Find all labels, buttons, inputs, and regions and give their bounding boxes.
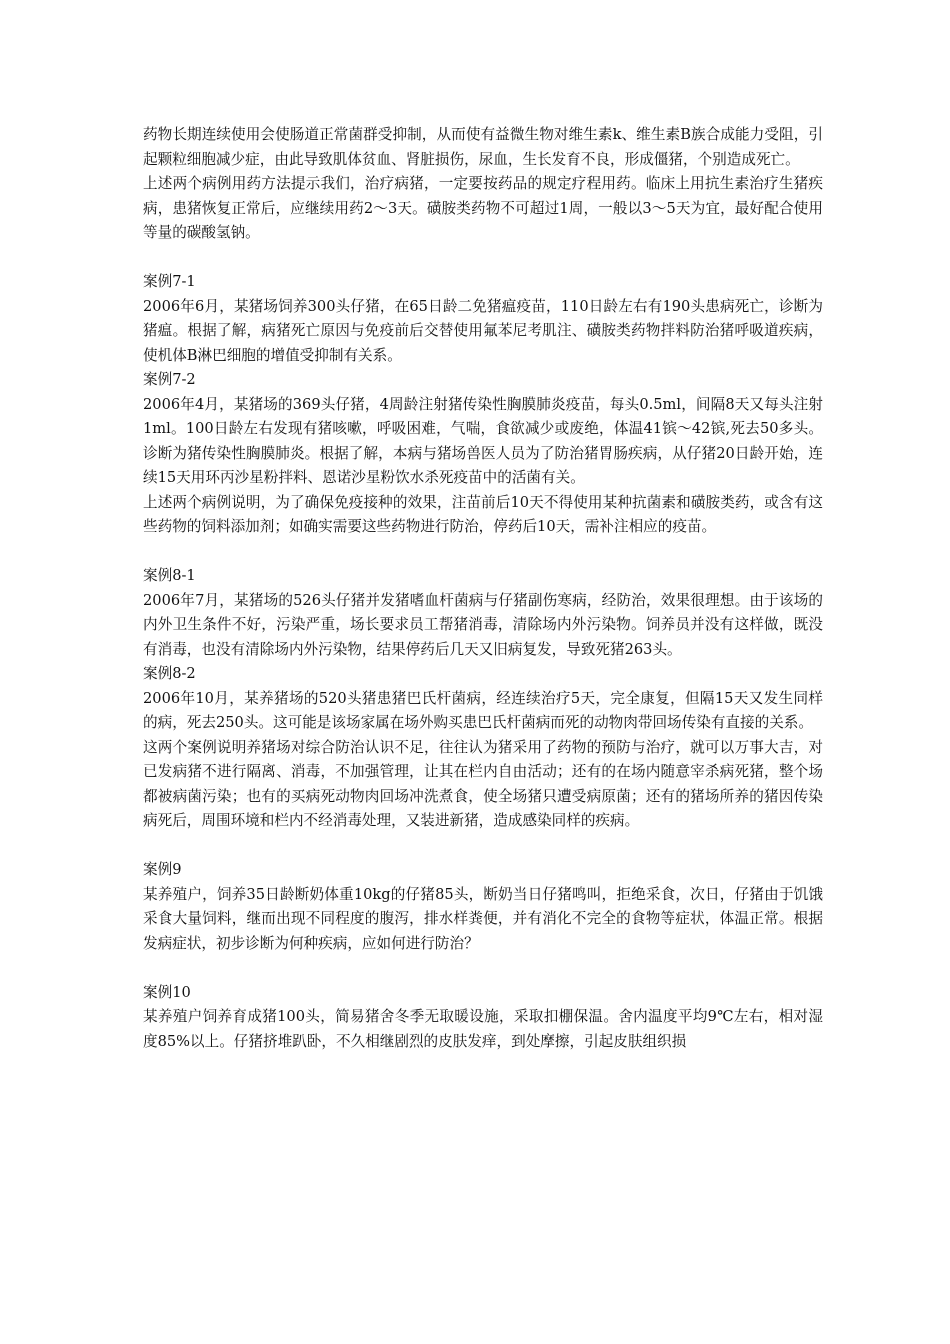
case-heading: 案例9: [143, 861, 182, 878]
case-heading: 案例7-1: [143, 273, 196, 290]
case-heading: 案例8-2: [143, 665, 196, 682]
body-paragraph: 2006年6月，某猪场饲养300头仔猪，在65日龄二免猪瘟疫苗，110日龄左右有190头患病死亡，诊断为猪瘟。根据了解，病猪死亡原因与免疫前后交替使用氟苯尼考肌注、磺胺类药物拌料防治猪呼吸道疾病，使机体B淋巴细胞的增值受抑制有关系。: [143, 297, 823, 364]
case-heading: 案例7-2: [143, 371, 196, 388]
case-heading: 案例8-1: [143, 567, 196, 584]
body-paragraph: 某养殖户，饲养35日龄断奶体重10kg的仔猪85头，断奶当日仔猪鸣叫，拒绝采食，次日，仔猪由于饥饿采食大量饲料，继而出现不同程度的腹泻，排水样粪便，并有消化不完全的食物等症状，体温正常。根据发病症状，初步诊断为何种疾病，应如何进行防治？: [143, 885, 823, 952]
body-paragraph: 2006年10月，某养猪场的520头猪患猪巴氏杆菌病，经连续治疗5天，完全康复，但隔15天又发生同样的病，死去250头。这可能是该场家属在场外购买患巴氏杆菌病而死的动物肉带回场传染有直接的关系。: [143, 689, 823, 731]
body-paragraph: 上述两个病例说明，为了确保免疫接种的效果，注苗前后10天不得使用某种抗菌素和磺胺类药，或含有这些药物的饲料添加剂；如确实需要这些药物进行防治，停药后10天，需补注相应的疫苗。: [143, 493, 823, 535]
paragraph-gap: [143, 540, 823, 565]
case-heading: 案例10: [143, 983, 191, 1001]
document-page: [143, 123, 823, 1054]
paragraph-gap: [143, 834, 823, 859]
body-paragraph: 药物长期连续使用会使肠道正常菌群受抑制，从而使有益微生物对维生素k、维生素B族合成能力受阻，引起颗粒细胞减少症，由此导致肌体贫血、肾脏损伤，尿血，生长发育不良，形成僵猪，个别造成死亡。: [143, 126, 823, 168]
body-paragraph: 这两个案例说明养猪场对综合防治认识不足，往往认为猪采用了药物的预防与治疗，就可以万事大吉，对已发病猪不进行隔离、消毒，不加强管理，让其在栏内自由活动；还有的在场内随意宰杀病死猪，整个场都被病菌污染；也有的买病死动物肉回场冲洗煮食，使全场猪只遭受病原菌；还有的猪场所养的猪因传染病死后，周围环境和栏内不经消毒处理，又装进新猪，造成感染同样的疾病。: [143, 738, 823, 829]
body-paragraph: 2006年4月，某猪场的369头仔猪，4周龄注射猪传染性胸膜肺炎疫苗，每头0.5ml，间隔8天又每头注射1ml。100日龄左右发现有猪咳嗽，呼吸困难，气喘，食欲减少或废绝，体温41镔～42镔,死去50多头。诊断为猪传染性胸膜肺炎。根据了解，本病与猪场兽医人员为了防治猪胃肠疾病，从仔猪20日龄开始，连续15天用环丙沙星粉拌料、恩诺沙星粉饮水杀死疫苗中的活菌有关。: [143, 395, 823, 486]
body-paragraph: 2006年7月，某猪场的526头仔猪并发猪嗜血杆菌病与仔猪副伤寒病，经防治，效果很理想。由于该场的内外卫生条件不好，污染严重，场长要求员工帮猪消毒，清除场内外污染物。饲养员并没有这样做，既没有消毒，也没有清除场内外污染物，结果停药后几天又旧病复发，导致死猪263头。: [143, 591, 823, 658]
paragraph-gap: [143, 246, 823, 271]
body-paragraph: 上述两个病例用药方法提示我们，治疗病猪，一定要按药品的规定疗程用药。临床上用抗生素治疗生猪疾病，患猪恢复正常后，应继续用药2～3天。磺胺类药物不可超过1周，一般以3～5天为宜，最好配合使用等量的碳酸氢钠。: [143, 175, 823, 241]
paragraph-gap: [143, 956, 823, 981]
body-paragraph: 某养殖户饲养育成猪100头，简易猪舍冬季无取暖设施，采取扣棚保温。舍内温度平均9℃左右，相对湿度85%以上。仔猪挤堆趴卧，不久相继剧烈的皮肤发痒，到处摩擦，引起皮肤组织损: [143, 1008, 823, 1050]
